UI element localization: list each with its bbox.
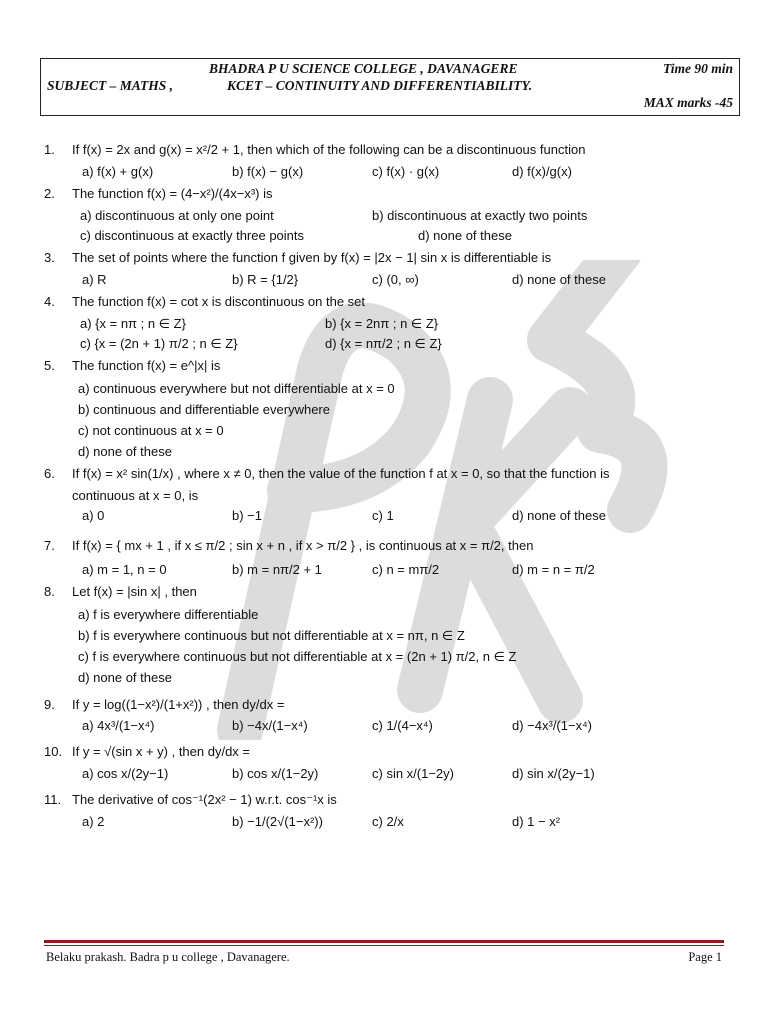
question-text: If f(x) = 2x and g(x) = x²/2 + 1, then which of the following can be a discontinuous function xyxy=(72,142,586,157)
question-text-continued: continuous at x = 0, is xyxy=(72,488,199,503)
question-text: If f(x) = x² sin(1/x) , where x ≠ 0, then the value of the function f at x = 0, so that the function is xyxy=(72,466,610,481)
max-marks: MAX marks -45 xyxy=(643,95,733,110)
option-a: a) f(x) + g(x) xyxy=(82,164,154,179)
question-number: 9. xyxy=(44,696,55,712)
option-a: a) R xyxy=(82,272,107,287)
question-1 xyxy=(40,142,740,182)
question-text: The function f(x) = cot x is discontinuous on the set xyxy=(72,294,366,309)
option-c: c) 1/(4−x⁴) xyxy=(372,718,433,733)
question-list xyxy=(40,142,740,840)
option-c: c) 1 xyxy=(372,508,394,523)
question-number: 2. xyxy=(44,186,55,201)
option-a: a) f is everywhere differentiable xyxy=(78,607,259,622)
option-d: d) none of these xyxy=(512,272,606,287)
option-a: a) 0 xyxy=(82,508,105,523)
footer-rule xyxy=(44,940,724,943)
question-number: 3. xyxy=(44,250,55,265)
option-a: a) continuous everywhere but not differentiable at x = 0 xyxy=(78,381,395,396)
option-c: c) {x = (2n + 1) π/2 ; n ∈ Z} xyxy=(80,336,238,351)
question-7 xyxy=(40,530,740,580)
option-b: b) discontinuous at exactly two points xyxy=(372,208,588,223)
option-a: a) discontinuous at only one point xyxy=(80,208,274,223)
header-box xyxy=(40,58,740,116)
option-c: c) sin x/(1−2y) xyxy=(372,766,454,781)
question-11 xyxy=(40,792,740,836)
option-b: b) R = {1/2} xyxy=(232,272,299,287)
question-number: 6. xyxy=(44,466,55,481)
option-c: c) (0, ∞) xyxy=(372,272,419,287)
option-b: b) m = nπ/2 + 1 xyxy=(232,562,322,577)
option-b: b) −1/(2√(1−x²)) xyxy=(232,814,323,829)
option-d: d) m = n = π/2 xyxy=(512,562,595,577)
question-number: 4. xyxy=(44,294,55,309)
question-9 xyxy=(40,692,740,740)
footer-credit: Belaku prakash. Badra p u college , Davanagere. xyxy=(46,950,290,964)
option-b: b) −1 xyxy=(232,508,262,523)
question-text: The function f(x) = e^|x| is xyxy=(72,358,221,373)
option-b: b) cos x/(1−2y) xyxy=(232,766,319,781)
question-4 xyxy=(40,294,740,354)
question-text: The derivative of cos⁻¹(2x² − 1) w.r.t. cos⁻¹x is xyxy=(72,792,337,807)
question-text: If f(x) = { mx + 1 , if x ≤ π/2 ; sin x + n , if x > π/2 } , is continuous at x = π/2, then xyxy=(72,537,534,553)
question-text: The function f(x) = (4−x²)/(4x−x³) is xyxy=(72,186,273,201)
question-text: The set of points where the function f given by f(x) = |2x − 1| sin x is differentiable is xyxy=(72,250,552,265)
option-c: c) 2/x xyxy=(372,814,404,829)
option-c: c) n = mπ/2 xyxy=(372,562,440,577)
option-b: b) −4x/(1−x⁴) xyxy=(232,718,308,733)
question-2 xyxy=(40,186,740,246)
question-10 xyxy=(40,744,740,788)
option-a: a) cos x/(2y−1) xyxy=(82,766,169,781)
question-number: 10. xyxy=(44,744,63,759)
question-6 xyxy=(40,466,740,526)
question-number: 11. xyxy=(44,792,62,807)
option-d: d) none of these xyxy=(512,508,606,523)
option-d: d) −4x³/(1−x⁴) xyxy=(512,718,592,733)
question-number: 8. xyxy=(44,584,55,599)
question-3 xyxy=(40,250,740,290)
question-number: 7. xyxy=(44,537,55,553)
page-number: Page 1 xyxy=(688,950,722,964)
question-number: 1. xyxy=(44,142,55,157)
question-text: Let f(x) = |sin x| , then xyxy=(72,584,197,599)
option-d: d) {x = nπ/2 ; n ∈ Z} xyxy=(325,336,442,351)
option-d: d) f(x)/g(x) xyxy=(512,164,572,179)
option-c: c) discontinuous at exactly three points xyxy=(80,228,305,243)
option-d: d) none of these xyxy=(78,670,172,685)
option-c: c) f(x) · g(x) xyxy=(372,164,440,179)
option-b: b) continuous and differentiable everywhere xyxy=(78,402,330,417)
question-8 xyxy=(40,584,740,688)
option-d: d) none of these xyxy=(418,228,512,243)
option-c: c) not continuous at x = 0 xyxy=(78,423,224,438)
option-a: a) {x = nπ ; n ∈ Z} xyxy=(80,316,186,331)
option-d: d) 1 − x² xyxy=(512,814,561,829)
option-b: b) f(x) − g(x) xyxy=(232,164,304,179)
college-name: BHADRA P U SCIENCE COLLEGE , DAVANAGERE xyxy=(209,61,518,76)
option-a: a) m = 1, n = 0 xyxy=(82,562,167,577)
option-d: d) sin x/(2y−1) xyxy=(512,766,595,781)
option-b: b) f is everywhere continuous but not differentiable at x = nπ, n ∈ Z xyxy=(78,628,465,643)
topic-title: KCET – CONTINUITY AND DIFFERENTIABILITY. xyxy=(227,78,533,93)
option-a: a) 2 xyxy=(82,814,105,829)
footer-rule-thin xyxy=(44,945,724,946)
question-5 xyxy=(40,358,740,462)
option-d: d) none of these xyxy=(78,444,172,459)
subject-label: SUBJECT – MATHS , xyxy=(47,78,174,93)
question-text: If y = √(sin x + y) , then dy/dx = xyxy=(72,744,251,759)
question-number: 5. xyxy=(44,358,55,373)
time-limit: Time 90 min xyxy=(663,61,733,76)
question-text: If y = log((1−x²)/(1+x²)) , then dy/dx = xyxy=(72,696,285,712)
option-a: a) 4x³/(1−x⁴) xyxy=(82,718,155,733)
option-c: c) f is everywhere continuous but not differentiable at x = (2n + 1) π/2, n ∈ Z xyxy=(78,649,517,664)
option-b: b) {x = 2nπ ; n ∈ Z} xyxy=(325,316,439,331)
